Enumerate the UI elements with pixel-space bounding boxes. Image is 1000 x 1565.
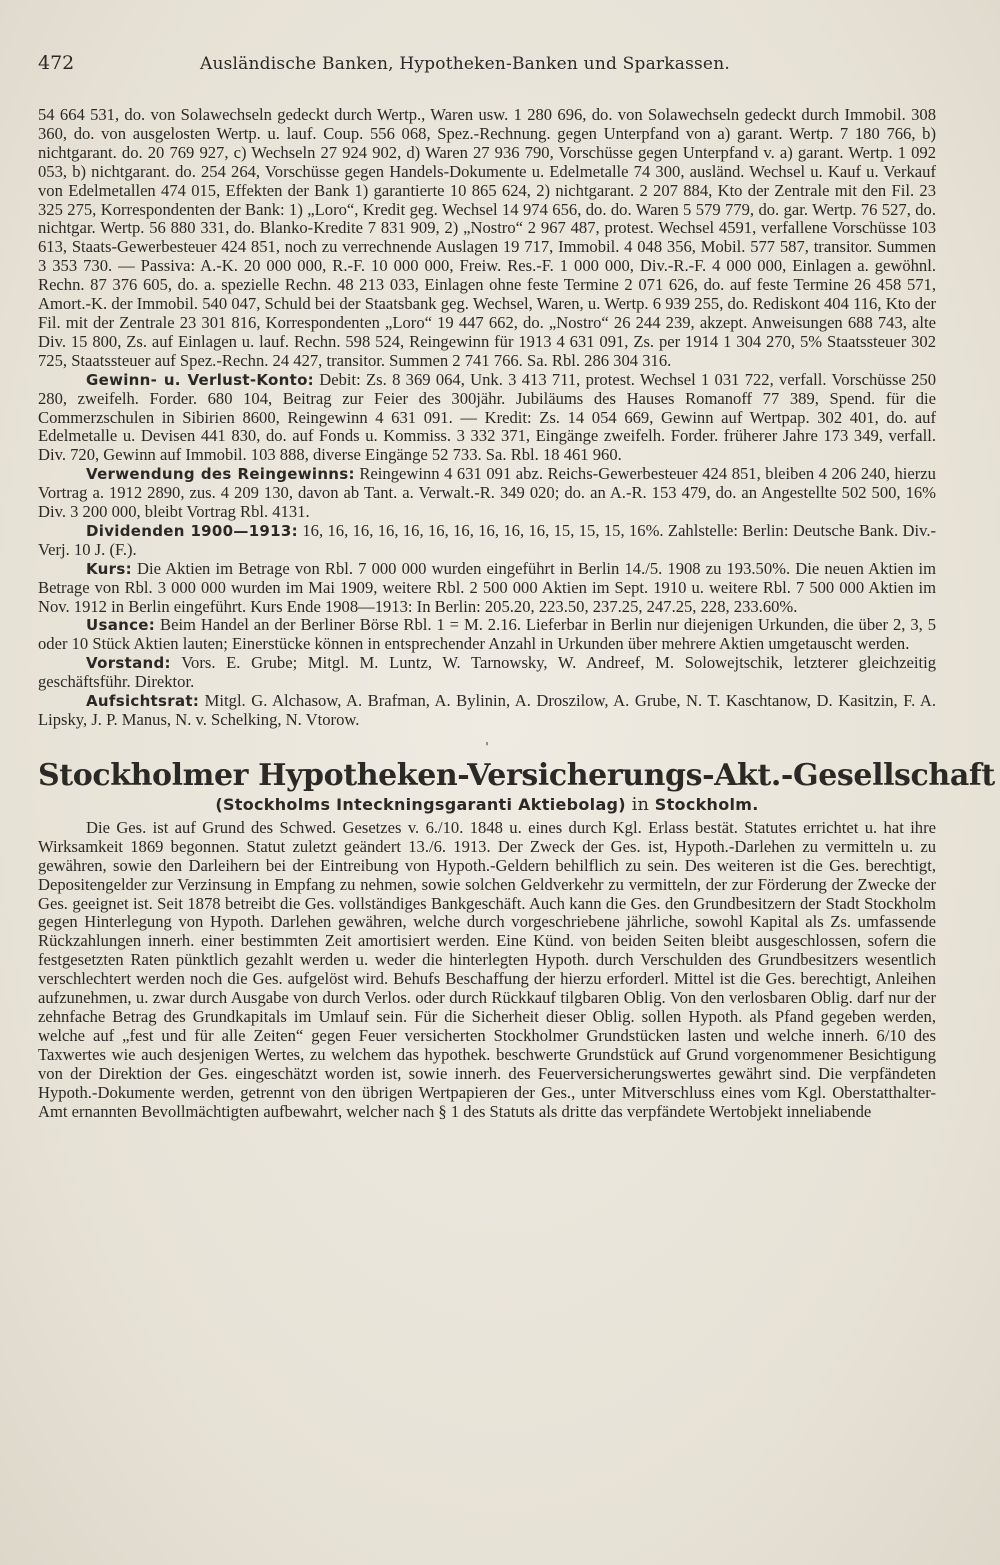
- company-body: [38, 819, 936, 1122]
- paragraph-text: Die Aktien im Betrage von Rbl. 7 000 000 wurden eingeführt in Berlin 14./5. 1908 zu 193.50%. Die neuen Aktien im Betrage von Rbl. 3 000 000 wurden im Mai 1909, weitere Rbl. 2 500 000 Aktien im Sept. 1910 u. weitere Rbl. 7 500 000 Aktien im Nov. 1912 in Berlin eingeführt. Kurs Ende 1908—1913: In Berlin: 205.20, 223.50, 237.25, 247.25, 228, 233.60%.: [38, 558, 936, 616]
- paragraph-text: Reingewinn 4 631 091 abz. Reichs-Gewerbesteuer 424 851, bleiben 4 206 240, hierzu Vortrag a. 1912 2890, zus. 4 209 130, davon ab Tant. a. Verwalt.-R. 349 020; do. an A.-R. 153 479, do. an Angestellte 502 500, 16% Div. 3 200 000, bleibt Vortrag Rbl. 4131.: [38, 464, 936, 522]
- paragraph-text: 16, 16, 16, 16, 16, 16, 16, 16, 16, 16, 15, 15, 15, 16%. Zahlstelle: Berlin: Deutsche Bank. Div.-Verj. 10 J. (F.).: [38, 520, 936, 559]
- paragraph-text: Debit: Zs. 8 369 064, Unk. 3 413 711, protest. Wechsel 1 031 722, verfall. Vorschüsse 250 280, zweifelh. Forder. 680 104, Beitrag zur Feier des 300jähr. Jubiläums des Hauses Romanoff 77 389, Spend. für die Commerzschulen in Sibirien 8600, Reingewinn 4 631 091. — Kredit: Zs. 14 054 669, Gewinn auf Wertpap. 302 401, do. auf Edelmetalle u. Devisen 441 830, do. auf Fonds u. Kommiss. 3 332 371, Eingänge zweifelh. Forder. früherer Jahre 173 349, verfall. Div. 720, Gewinn auf Immobil. 103 888, diverse Eingänge 52 733. Sa. Rbl. 18 461 960.: [38, 369, 937, 465]
- section-heading: Gewinn- u. Verlust-Konto:: [86, 370, 314, 389]
- profit-loss-paragraph: [38, 371, 936, 466]
- section-heading: Kurs:: [86, 559, 132, 578]
- paragraph-text: Beim Handel an der Berliner Börse Rbl. 1 = M. 2.16. Lieferbar in Berlin nur diejenigen Urkunden, die über 2, 3, 5 oder 10 Stück Aktien lauten; Einerstücke können in entsprechender Anzahl in Urkunden über mehrere Aktien umgetauscht werden.: [38, 615, 936, 654]
- balance-sheet-paragraph: [38, 106, 936, 371]
- page-number: 472: [38, 52, 75, 74]
- paragraph-text: Mitgl. G. Alchasow, A. Brafman, A. Bylinin, A. Droszilow, A. Grube, N. T. Kaschtanow, D. Kasitzin, F. A. Lipsky, J. P. Manus, N. v. Schelking, N. Vtorow.: [38, 691, 936, 729]
- section-heading: Vorstand:: [86, 654, 171, 673]
- paragraph-text: Die Ges. ist auf Grund des Schwed. Gesetzes v. 6./10. 1848 u. eines durch Kgl. Erlass bestät. Statutes errichtet u. hat ihre Wirksamkeit 1869 begonnen. Statut zuletzt geändert 13./6. 1913. Der Zweck der Ges. ist, Hypoth.-Darlehen zu vermitteln u. zu gewähren, sowie den Darleihern bei der Eintreibung von Hypoth.-Geldern behilflich zu sein. Des weiteren ist die Ges. berechtigt, Depositengelder zur Verzinsung in Empfang zu nehmen, sowie solchen Geldverkehr zu vermitteln, der zur Förderung der Zwecke der Ges. geeignet ist. Seit 1878 betreibt die Ges. vollständiges Bankgeschäft. Auch kann die Ges. den Grundbesitzern der Stadt Stockholm gegen Hinterlegung von Hypoth. Darlehen gewähren, welche durch vorgeschriebene jährliche, sowohl Kapital als Zs. umfassende Rückzahlungen innerh. einer bestimmten Zeit amortisiert werden. Eine Künd. von beiden Seiten bleibt ausgeschlossen, sofern die festgesetzten Raten pünktlich gezahlt werden u. weder die hinterlegten Hypoth. durch Verschulden des Grundbesitzers wesentlich verschlechtert werden noch die Ges. aufgelöst wird. Behufs Beschaffung der hierzu erforderl. Mittel ist die Ges. berechtigt, Anleihen aufzunehmen, u. zwar durch Ausgabe von durch Verlos. oder durch Rückkauf tilgbaren Oblig. Von den verlosbaren Oblig. darf nur der zehnfache Betrag des Grundkapitals im Umlauf sein. Für die Sicherheit dieser Oblig. sollen Hypoth. als Pfand gegeben werden, welche auf „fest und für alle Zeiten“ gegen Feuer versicherten Stockholmer Grundstücken lasten und welche innerh. 6/10 des Taxwertes wie auch desjenigen Wertes, zu welchem das hypothek. beschwerte Grundstück auf Grund vorgenommener Besichtigung von der Direktion der Ges. eingeschätzt worden ist, sowie innerh. des Feuerversicherungswertes gewährt sind. Die verpfändeten Hypoth.-Dokumente werden, getrennt von den übrigen Wertpapieren der Ges., unter Mitverschluss eines vom Kgl. Oberstatthalter-Amt ernannten Bevollmächtigten aufbewahrt, welcher nach § 1 des Statuts als dritte das verpfändete Wertobjekt inneliabende: [38, 817, 936, 1121]
- section-heading: Verwendung des Reingewinns:: [86, 465, 355, 484]
- company-swedish-name: (Stockholms Inteckningsgaranti Aktiebolag): [215, 794, 626, 814]
- section-heading: Dividenden 1900—1913:: [86, 521, 298, 540]
- page-header: [38, 52, 936, 92]
- company-description: [38, 819, 936, 1122]
- bank-report-body: [38, 106, 936, 730]
- company-city: Stockholm.: [654, 794, 759, 814]
- board-paragraph: [38, 654, 936, 692]
- paragraph-text: 54 664 531, do. von Solawechseln gedeckt durch Wertp., Waren usw. 1 280 696, do. von Solawechseln gedeckt durch Immobil. 308 360, do. von ausgelosten Wertp. u. lauf. Coup. 556 068, Spez.-Rechnung. gegen Unterpfand von a) garant. Wertp. 7 180 766, b) nichtgarant. do. 20 769 927, c) Wechseln 27 924 902, d) Waren 27 936 790, Vorschüsse gegen Unterpfand v. a) garant. Wertp. 1 092 053, b) nichtgarant. do. 254 264, Vorschüsse gegen Handels-Dokumente u. Edelmetalle 74 300, ausländ. Wechsel u. Kauf u. Verkauf von Edelmetallen 474 015, Effekten der Bank 1) garantierte 10 865 624, 2) nichtgarant. 2 207 884, Kto der Zentrale mit den Fil. 23 325 275, Korrespondenten der Bank: 1) „Loro“, Kredit geg. Wechsel 14 974 656, do. do. Waren 5 579 779, do. gar. Wertp. 76 527, do. nichtgar. Wertp. 56 880 331, do. Blanko-Kredite 7 831 909, 2) „Nostro“ 2 967 487, protest. Wechsel 4591, verfallene Vorschüsse 103 613, Staats-Gewerbesteuer 424 851, noch zu verrechnende Auslagen 19 717, Immobil. 4 048 356, Mobil. 577 587, transitor. Summen 3 353 730. — Passiva: A.-K. 20 000 000, R.-F. 10 000 000, Freiw. Res.-F. 1 000 000, Div.-R.-F. 4 000 000, Einlagen a. gewöhnl. Rechn. 87 376 605, do. a. spezielle Rechn. 48 213 033, Einlagen ohne feste Termine 2 071 626, do. auf feste Termine 26 458 571, Amort.-K. der Immobil. 540 047, Schuld bei der Staatsbank geg. Wechsel, Waren, u. Wertp. 6 939 255, do. Rediskont 404 116, Kto der Fil. mit der Zentrale 23 301 816, Korrespondenten „Loro“ 19 447 662, do. „Nostro“ 26 244 239, akzept. Anweisungen 688 743, alte Div. 15 800, Zs. auf Einlagen u. lauf. Rechn. 598 524, Reingewinn für 1913 4 631 091, Zs. per 1914 1 304 270, 5% Staatssteuer 302 725, Staatssteuer auf Spez.-Rechn. 24 427, transitor. Summen 2 741 766. Sa. Rbl. 286 304 316.: [38, 105, 936, 370]
- subtitle-connector: in: [631, 793, 650, 815]
- dividends-paragraph: [38, 522, 936, 560]
- profit-use-paragraph: [38, 465, 936, 522]
- company-subtitle: [38, 794, 936, 815]
- company-title: Stockholmer Hypotheken-Versicherungs-Akt.-Gesellschaft: [38, 757, 995, 793]
- section-heading: Aufsichtsrat:: [86, 692, 200, 711]
- section-heading: Usance:: [86, 616, 156, 635]
- usance-paragraph: [38, 616, 936, 654]
- section-divider-mark: ': [485, 739, 489, 754]
- running-title: Ausländische Banken, Hypotheken-Banken und Sparkassen.: [200, 54, 730, 74]
- supervisory-board-paragraph: [38, 692, 936, 730]
- price-paragraph: [38, 560, 936, 617]
- paragraph-text: Vors. E. Grube; Mitgl. M. Luntz, W. Tarnowsky, W. Andreef, M. Solowejtschik, letzterer gleichzeitig geschäftsführ. Direktor.: [38, 653, 936, 692]
